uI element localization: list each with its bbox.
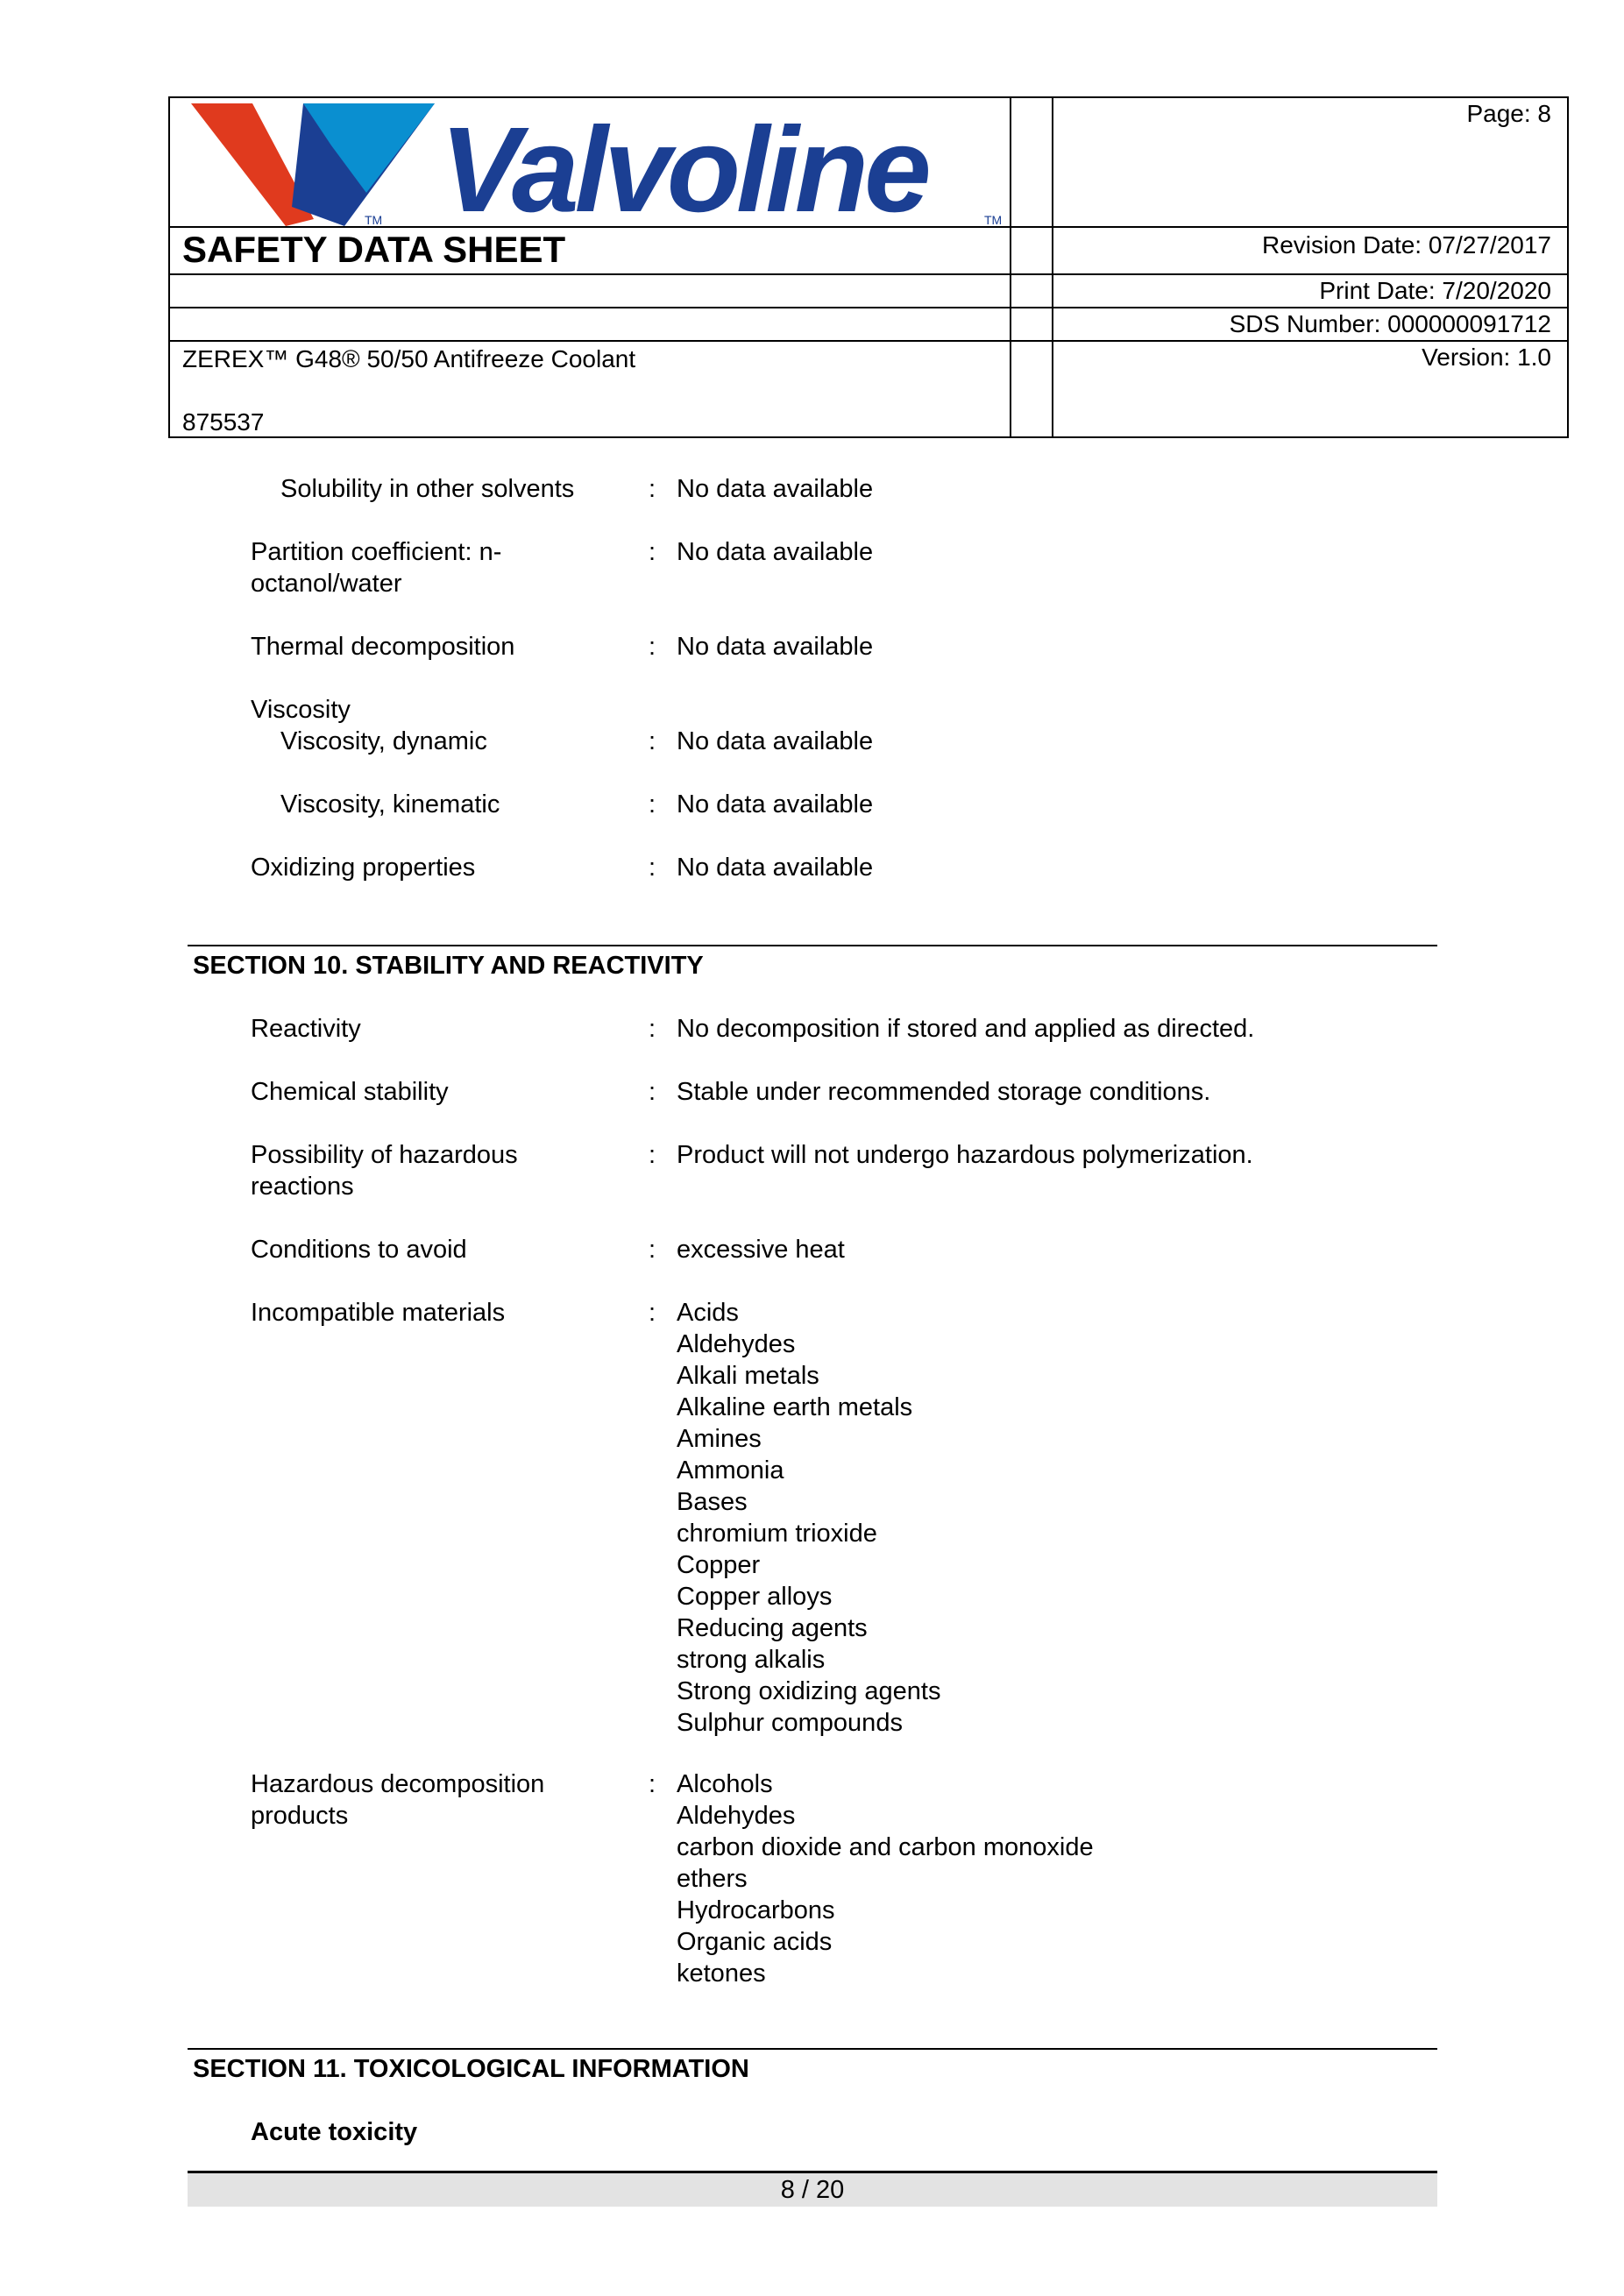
subheading-acute-toxicity: Acute toxicity — [251, 2118, 418, 2146]
svg-text:TM: TM — [365, 213, 383, 227]
list-item: Copper — [677, 1551, 761, 1579]
valvoline-logo — [191, 103, 1003, 237]
property-label: Viscosity, dynamic — [280, 727, 487, 755]
svg-text:TM: TM — [984, 213, 1003, 227]
property-label: Chemical stability — [251, 1078, 449, 1106]
property-label: Oxidizing properties — [251, 854, 476, 882]
property-label: Conditions to avoid — [251, 1236, 467, 1264]
property-label: Hazardous decomposition products — [251, 1770, 545, 1830]
list-item: Amines — [677, 1425, 762, 1453]
list-item: carbon dioxide and carbon monoxide — [677, 1833, 1094, 1861]
revision-date: Revision Date: 07/27/2017 — [1262, 231, 1551, 259]
version: Version: 1.0 — [1422, 344, 1551, 371]
property-value: No decomposition if stored and applied as directed. — [677, 1015, 1255, 1043]
brand-wordmark: Valvoline — [440, 103, 927, 237]
header-divider — [1010, 96, 1011, 438]
property-label: Viscosity, kinematic — [280, 790, 500, 818]
incompatible-materials-list — [677, 1297, 940, 1739]
decomposition-products-list — [677, 1768, 1094, 1989]
list-item: Aldehydes — [677, 1330, 796, 1358]
sds-number: SDS Number: 000000091712 — [1229, 310, 1551, 337]
list-item: Alcohols — [677, 1770, 773, 1798]
print-date: Print Date: 7/20/2020 — [1319, 277, 1551, 304]
property-label: Reactivity — [251, 1015, 361, 1043]
header-rule — [168, 273, 1569, 275]
header-rule — [168, 307, 1569, 308]
section-divider — [188, 2048, 1437, 2050]
property-value: No data available — [677, 633, 874, 661]
header-rule — [168, 340, 1569, 342]
list-item: Strong oxidizing agents — [677, 1677, 941, 1705]
list-item: Hydrocarbons — [677, 1896, 835, 1924]
header-divider — [1052, 96, 1053, 438]
property-label: Solubility in other solvents — [280, 475, 575, 503]
property-value: No data available — [677, 854, 874, 882]
list-item: strong alkalis — [677, 1646, 826, 1674]
property-label: Partition coefficient: n-octanol/water — [251, 538, 502, 598]
property-label: Incompatible materials — [251, 1299, 506, 1327]
property-label: Viscosity — [251, 696, 351, 724]
list-item: ketones — [677, 1959, 766, 1988]
list-item: Aldehydes — [677, 1802, 796, 1830]
list-item: ethers — [677, 1865, 748, 1893]
property-value: No data available — [677, 475, 874, 503]
list-item: Alkaline earth metals — [677, 1393, 913, 1421]
property-value: excessive heat — [677, 1236, 845, 1264]
section-11-title: SECTION 11. TOXICOLOGICAL INFORMATION — [193, 2055, 749, 2083]
product-code: 875537 — [182, 408, 265, 436]
property-label: Possibility of hazardous reactions — [251, 1141, 518, 1201]
section-divider — [188, 945, 1437, 946]
product-name: ZEREX™ G48® 50/50 Antifreeze Coolant — [182, 345, 636, 372]
list-item: Copper alloys — [677, 1583, 833, 1611]
property-value: Product will not undergo hazardous polymerization. — [677, 1141, 1253, 1169]
property-value: No data available — [677, 790, 874, 818]
section-10-title: SECTION 10. STABILITY AND REACTIVITY — [193, 952, 704, 980]
page-label: Page: 8 — [1466, 100, 1551, 127]
property-value: No data available — [677, 538, 874, 566]
property-value: Stable under recommended storage conditions. — [677, 1078, 1211, 1106]
list-item: Alkali metals — [677, 1362, 819, 1390]
list-item: Sulphur compounds — [677, 1709, 903, 1737]
doc-title: SAFETY DATA SHEET — [182, 229, 566, 270]
list-item: Bases — [677, 1488, 748, 1516]
property-label: Thermal decomposition — [251, 633, 515, 661]
list-item: Organic acids — [677, 1928, 833, 1956]
page-counter: 8 / 20 — [188, 2171, 1437, 2207]
property-value: No data available — [677, 727, 874, 755]
list-item: Acids — [677, 1299, 739, 1327]
list-item: Reducing agents — [677, 1614, 868, 1642]
list-item: Ammonia — [677, 1456, 784, 1485]
list-item: chromium trioxide — [677, 1520, 877, 1548]
